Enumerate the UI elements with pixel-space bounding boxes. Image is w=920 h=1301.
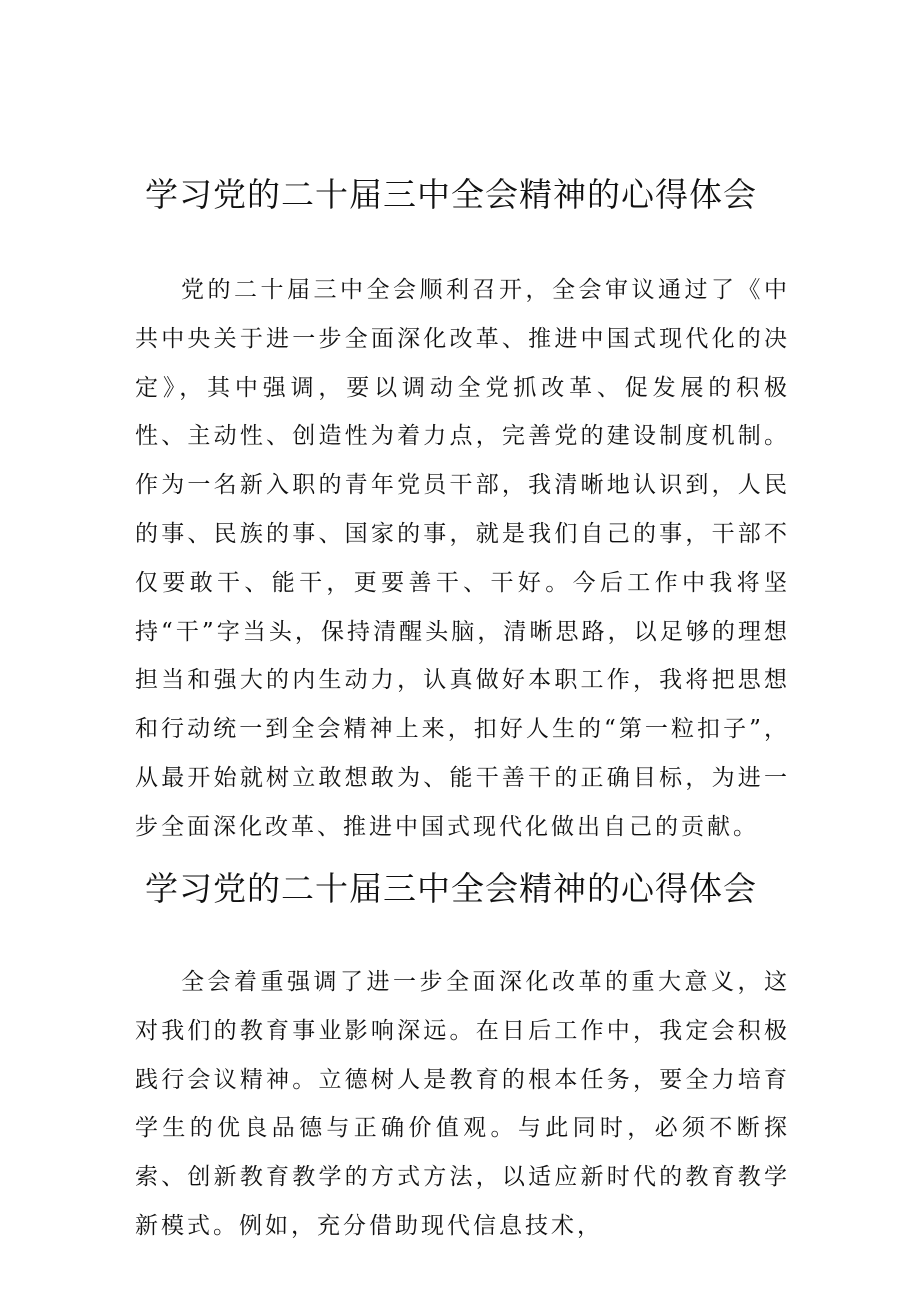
article-title: 学习党的二十届三中全会精神的心得体会	[145, 869, 757, 908]
article-2	[0, 862, 920, 1239]
article-title: 学习党的二十届三中全会精神的心得体会	[145, 175, 757, 214]
article-body: 全会着重强调了进一步全面深化改革的重大意义，这对我们的教育事业影响深远。在日后工作中，我定会积极践行会议精神。立德树人是教育的根本任务，要全力培育学生的优良品德与正确价值观。与此同时，必须不断探索、创新教育教学的方式方法，以适应新时代的教育教学新模式。例如，充分借助现代信息技术，	[135, 969, 790, 1239]
article-1	[0, 168, 920, 840]
article-body: 党的二十届三中全会顺利召开，全会审议通过了《中共中央关于进一步全面深化改革、推进中国式现代化的决定》，其中强调，要以调动全党抓改革、促发展的积极性、主动性、创造性为着力点，完善党的建设制度机制。作为一名新入职的青年党员干部，我清晰地认识到，人民的事、民族的事、国家的事，就是我们自己的事，干部不仅要敢干、能干，更要善干、干好。今后工作中我将坚持“干”字当头，保持清醒头脑，清晰思路，以足够的理想担当和强大的内生动力，认真做好本职工作，我将把思想和行动统一到全会精神上来，扣好人生的“第一粒扣子”，从最开始就树立敢想敢为、能干善干的正确目标，为进一步全面深化改革、推进中国式现代化做出自己的贡献。	[135, 277, 790, 840]
